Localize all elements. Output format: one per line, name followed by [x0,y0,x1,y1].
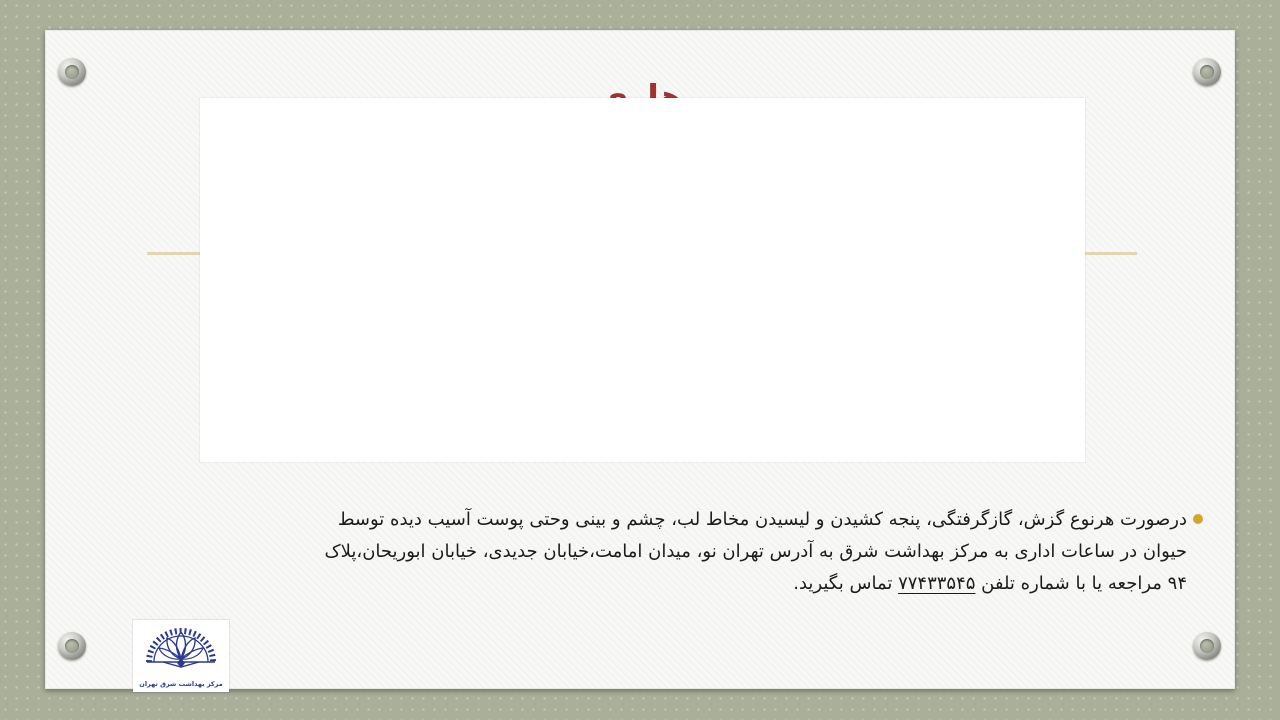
org-logo [133,620,229,692]
note-line-3-suffix: تماس بگیرید. [793,573,899,594]
slide-card [45,30,1235,689]
grommet-icon [1193,632,1221,660]
note-line-3-prefix: ۹۴ مراجعه یا با شماره تلفن [975,573,1187,594]
note-line-2: حیوان در ساعات اداری به مرکز بهداشت شرق به آدرس تهران نو، میدان امامت،خیابان جدیدی، خیابان ابوریحان،پلاک [324,541,1187,562]
logo-caption: مرکز بهداشت شرق تهران [139,680,223,688]
note-line-1: درصورت هرنوع گزش، گازگرفتگی، پنجه کشیدن و لیسیدن مخاط لب، چشم و بینی وحتی پوست آسیب دیده توسط [337,509,1187,530]
lotus-book-emblem-icon [133,620,229,676]
note-paragraph [183,504,1203,600]
table-image [200,98,1085,462]
grommet-icon [58,632,86,660]
bullet-icon [1193,514,1203,524]
note-line-3 [183,568,1187,600]
phone-number: ۷۷۴۳۳۵۴۵ [898,573,976,594]
